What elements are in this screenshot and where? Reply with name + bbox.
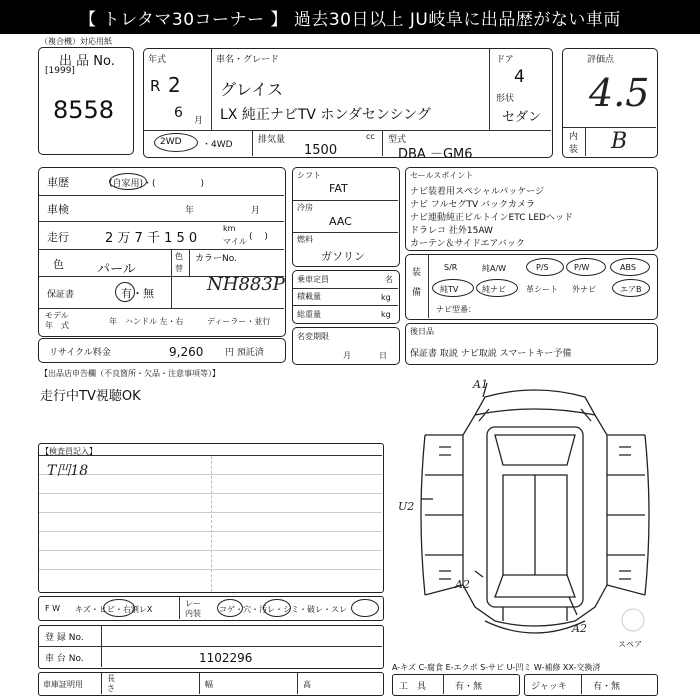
- displacement-value: 1500: [304, 143, 338, 158]
- cert-label: 車庫証明用: [43, 680, 83, 689]
- sales-point-3: ナビ連動純正ビルトインETC LEDヘッド: [410, 213, 573, 223]
- later-docs-box: [405, 323, 658, 365]
- sales-point-1: ナビ装着用スペシャルパッケージ: [410, 187, 545, 197]
- fw-lay-label-2: 内装: [185, 609, 201, 618]
- load-label: 積載量: [297, 292, 321, 301]
- cert-row: [38, 672, 384, 696]
- drivetrain-box: [292, 167, 400, 267]
- doors-label: ドア: [496, 55, 514, 65]
- car-damage-diagram: [395, 375, 695, 660]
- color-code-label: カラーNo.: [195, 254, 237, 264]
- year-month: 6: [174, 105, 183, 121]
- exhibit-box: [38, 47, 134, 155]
- model-type-label: 型式: [388, 135, 407, 145]
- year-label: 年式: [148, 55, 167, 65]
- cert-length-1: 長: [107, 674, 115, 683]
- inspection-label: 車検: [47, 203, 69, 216]
- inspector-label: 【検査員記入】: [41, 447, 97, 456]
- name-change-day: 日: [379, 351, 387, 360]
- mileage-digits: 2 万 7 千 1 5 0: [105, 231, 198, 246]
- cert-width: 幅: [205, 680, 213, 689]
- notes-label: 【出品店申告欄（不良箇所・欠品・注意事項等）】: [40, 369, 220, 378]
- top-note: （複合機）対応用紙: [40, 37, 112, 46]
- chassis-value: 1102296: [199, 651, 253, 665]
- diagram-a1-top: A1: [473, 378, 488, 391]
- history-label: 車歴: [47, 176, 69, 189]
- year-value: 2: [168, 73, 181, 97]
- later-docs-label: 後日品: [410, 327, 434, 336]
- name-change-label: 名変期限: [297, 332, 329, 341]
- inspector-box: [38, 443, 384, 593]
- recycle-value: 9,260: [169, 345, 204, 359]
- sales-point-2: ナビ フルセグTV バックカメラ: [410, 200, 536, 210]
- diagram-a2-bottom: A2: [572, 622, 587, 635]
- equipment-label-2: 備: [412, 288, 422, 298]
- fw-lay-label-1: レー: [185, 599, 201, 608]
- equip-alloy: 純A/W: [482, 264, 507, 273]
- shift-label: シフト: [297, 171, 321, 180]
- name-change-month: 月: [343, 351, 351, 360]
- vehicle-details-box: [38, 167, 286, 337]
- exhibit-code: [1999]: [45, 66, 75, 76]
- jack-value: 有・無: [593, 682, 621, 692]
- chassis-label: 車 台 No.: [45, 654, 84, 664]
- model-year-year: 年: [109, 317, 117, 326]
- year-era: R: [150, 77, 161, 95]
- tools-value: 有・無: [455, 682, 483, 692]
- registration-box: [38, 625, 384, 669]
- car-name-label: 車名・グレード: [216, 55, 280, 65]
- diagram-u2: U2: [398, 500, 415, 513]
- sales-points-box: [405, 167, 658, 251]
- damage-legend: A-キズ C-腐食 E-エクボ S-サビ U-凹ミ W-補修 XX-交換済: [392, 663, 601, 672]
- model-year-label-1: モデル: [45, 311, 69, 320]
- year-month-unit: 月: [194, 116, 204, 126]
- car-name: グレイス: [220, 80, 284, 99]
- fuel-value: ガソリン: [321, 250, 365, 263]
- displacement-unit: cc: [366, 132, 375, 141]
- color-swap-2: 替: [175, 264, 183, 273]
- color-value: パール: [97, 262, 136, 277]
- gross-unit: kg: [381, 310, 391, 319]
- mileage-paren: ( ): [249, 232, 268, 242]
- color-swap-1: 色: [175, 252, 183, 261]
- rating-label: 評価点: [587, 55, 615, 65]
- fw-lay-items: コゲ・穴・汚レ・シミ・破レ・スレ: [219, 605, 347, 614]
- exhibit-label: 出 品 No.: [59, 54, 115, 69]
- inspection-month: 月: [251, 206, 261, 216]
- car-grade: LX 純正ナビTV ホンダセンシング: [220, 107, 431, 123]
- shape-label: 形状: [496, 94, 515, 104]
- spare-label: スペア: [618, 640, 642, 649]
- warranty-label: 保証書: [47, 290, 75, 300]
- shift-value: FAT: [329, 182, 348, 195]
- jack-label: ジャッキ: [531, 682, 567, 692]
- name-change-box: [292, 327, 400, 365]
- warranty-value: 有・無: [121, 287, 154, 300]
- equip-abs: ABS: [620, 263, 636, 272]
- capacity-box: [292, 270, 400, 324]
- equip-ps: P/S: [536, 263, 549, 272]
- drive-4wd: ・4WD: [202, 140, 233, 150]
- ac-value: AAC: [329, 215, 352, 228]
- mileage-label: 走行: [47, 231, 69, 244]
- equip-sr: S/R: [444, 263, 458, 272]
- recycle-unit: 円 預託済: [225, 348, 264, 358]
- jack-box: [524, 674, 658, 696]
- gross-label: 総重量: [297, 310, 321, 319]
- equip-tv: 純TV: [440, 285, 459, 294]
- exhibit-number: 8558: [53, 96, 115, 124]
- fuel-label: 燃料: [297, 235, 313, 244]
- tools-label: 工 具: [399, 682, 427, 692]
- diagram-a2-mid: A2: [455, 578, 470, 591]
- equip-pw: P/W: [574, 263, 590, 272]
- navi-model-label: ナビ型番：: [436, 305, 476, 314]
- inspection-year: 年: [185, 206, 195, 216]
- equip-ext-navi: 外ナビ: [572, 285, 596, 294]
- sales-points-label: セールスポイント: [410, 171, 474, 180]
- cert-length-2: さ: [107, 684, 115, 693]
- recycle-label: リサイクル料金: [49, 348, 111, 358]
- doors-value: 4: [514, 67, 525, 87]
- mileage-unit-mile: マイル: [223, 237, 247, 246]
- recycle-box: [38, 338, 286, 363]
- equip-navi: 純ナビ: [482, 285, 506, 294]
- color-label: 色: [53, 258, 64, 271]
- main-info-box: [143, 48, 553, 162]
- capacity-unit: 名: [385, 275, 393, 284]
- equipment-box: [405, 254, 658, 320]
- ac-label: 冷房: [297, 203, 313, 212]
- sales-point-4: ドラレコ 社外15AW: [410, 226, 493, 236]
- displacement-label: 排気量: [258, 135, 286, 145]
- registration-label: 登 録 No.: [45, 633, 84, 643]
- equip-airbag: エアB: [620, 285, 642, 294]
- inspector-value: T凹18: [47, 463, 89, 479]
- fw-row: [38, 596, 384, 621]
- model-type-value: DBA －GM6: [398, 147, 473, 162]
- interior-label-1: 内: [569, 132, 579, 142]
- later-docs-value: 保証書 取説 ナビ取説 スマートキー予備: [410, 349, 572, 359]
- history-value: (自家用)・( ): [109, 179, 205, 189]
- rating-box: [562, 48, 658, 158]
- model-year-dealer: ディーラー・並行: [207, 317, 271, 326]
- mileage-unit: km: [223, 224, 236, 233]
- cert-height: 高: [303, 680, 311, 689]
- load-unit: kg: [381, 293, 391, 302]
- fw-items: キズ・ヒビ・右割レX: [75, 605, 153, 614]
- color-code: NH883P: [207, 274, 285, 295]
- equip-leather: 革シート: [526, 285, 558, 294]
- equipment-label-1: 装: [412, 268, 422, 278]
- sales-point-5: カーテン＆サイドエアバック: [410, 239, 525, 249]
- shape-value: セダン: [502, 110, 542, 125]
- model-year-handle: ハンドル 左・右: [125, 317, 184, 326]
- tools-box: [392, 674, 520, 696]
- capacity-label: 乗車定員: [297, 275, 329, 284]
- rating-value: 4.5: [589, 71, 650, 115]
- fw-label: F W: [45, 604, 61, 613]
- notes-value: 走行中TV視聴OK: [40, 389, 141, 404]
- drive-2wd: 2WD: [160, 137, 182, 147]
- interior-label-2: 装: [569, 145, 579, 155]
- banner-title: 【 トレタマ30コーナー 】 過去30日以上 JU岐阜に出品歴がない車両: [0, 0, 700, 34]
- interior-value: B: [611, 129, 628, 154]
- model-year-label-2: 年 式: [45, 321, 69, 330]
